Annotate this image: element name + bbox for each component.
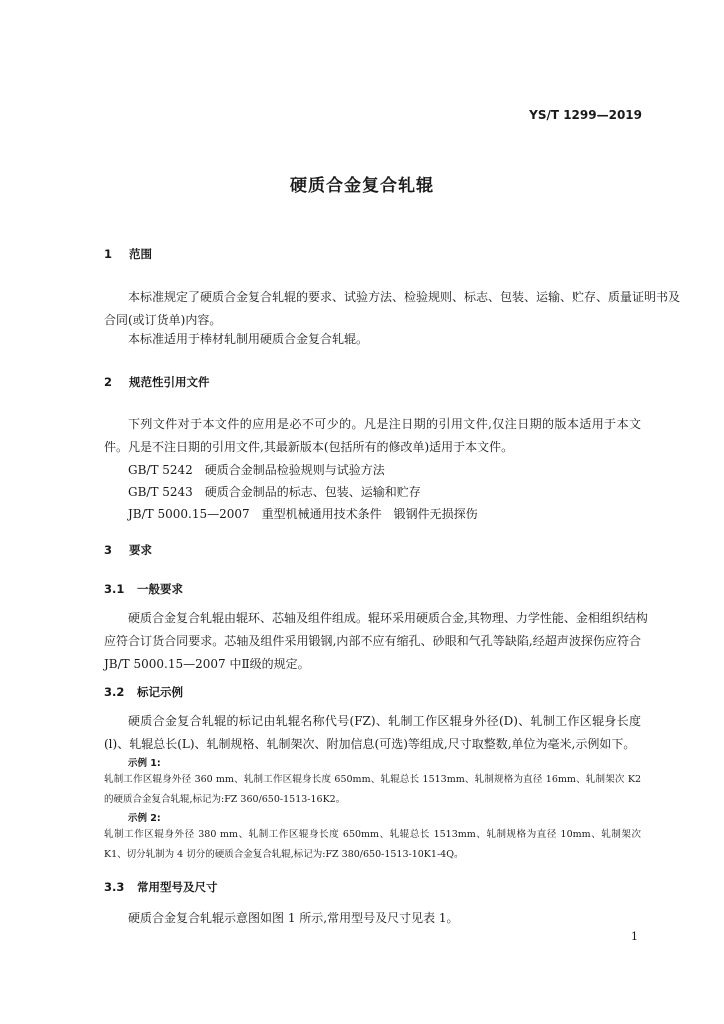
- text-line: K1、切分轧制为 4 切分的硬质合金复合轧辊,标记为:FZ 380/650-1513-10K1-4Q。: [104, 849, 464, 860]
- section-3-1-heading: [104, 581, 183, 597]
- text-line: 件。凡是不注日期的引用文件,其最新版本(包括所有的修改单)适用于本文件。: [104, 440, 514, 454]
- example-1-label: 示例 1:: [128, 758, 161, 769]
- section-3-3-paragraph: [104, 907, 641, 930]
- section-1-paragraph-1: [104, 286, 681, 332]
- text-line: 轧制工作区辊身外径 380 mm、轧制工作区辊身长度 650mm、轧辊总长 1513mm、轧制规格为直径 10mm、轧制架次: [104, 829, 641, 840]
- section-number: 3.2: [104, 685, 125, 699]
- text-line: 轧制工作区辊身外径 360 mm、轧制工作区辊身长度 650mm、轧辊总长 1513mm、轧制规格为直径 16mm、轧制架次 K2: [104, 774, 641, 785]
- document-title: 硬质合金复合轧辊: [290, 176, 434, 196]
- example-2-text: [104, 825, 641, 865]
- section-number: 1: [104, 247, 113, 261]
- text-line: 的硬质合金复合轧辊,标记为:FZ 360/650-1513-16K2。: [104, 794, 346, 805]
- normative-reference: GB/T 5243 硬质合金制品的标志、包装、运输和贮存: [128, 485, 421, 499]
- text-line: 应符合订货合同要求。芯轴及组件采用锻钢,内部不应有缩孔、砂眼和气孔等缺陷,经超声波探伤应符合: [104, 634, 641, 648]
- text-line: 合同(或订货单)内容。: [104, 313, 222, 327]
- text-line: 下列文件对于本文件的应用是必不可少的。凡是注日期的引用文件,仅注日期的版本适用于本文: [128, 417, 641, 431]
- text-line: 硬质合金复合轧辊的标记由轧辊名称代号(FZ)、轧制工作区辊身外径(D)、轧制工作区辊身长度: [128, 714, 641, 728]
- normative-reference: JB/T 5000.15—2007 重型机械通用技术条件 锻钢件无损探伤: [128, 507, 478, 521]
- section-2-heading: [104, 374, 210, 390]
- text-line: 硬质合金复合轧辊由辊环、芯轴及组件组成。辊环采用硬质合金,其物理、力学性能、金相组织结构: [128, 611, 648, 625]
- section-number: 3.3: [104, 880, 125, 894]
- section-2-paragraph-1: [104, 413, 641, 459]
- example-2-label: 示例 2:: [128, 813, 161, 824]
- page-number: 1: [631, 930, 638, 943]
- section-3-2-heading: [104, 684, 183, 700]
- example-1-text: [104, 770, 641, 810]
- section-title: 范围: [129, 247, 152, 261]
- section-number: 3.1: [104, 582, 125, 596]
- section-3-3-heading: [104, 879, 218, 895]
- section-number: 2: [104, 375, 113, 389]
- standard-code: YS/T 1299—2019: [529, 108, 642, 122]
- section-3-heading: [104, 542, 152, 558]
- section-number: 3: [104, 543, 113, 557]
- section-3-2-paragraph: [104, 710, 641, 756]
- section-1-paragraph-2: [104, 328, 641, 351]
- section-title: 规范性引用文件: [129, 375, 210, 389]
- section-1-heading: [104, 246, 152, 262]
- text-line: JB/T 5000.15—2007 中Ⅱ级的规定。: [104, 657, 310, 671]
- section-title: 要求: [129, 543, 152, 557]
- section-title: 一般要求: [137, 582, 183, 596]
- text-line: 本标准规定了硬质合金复合轧辊的要求、试验方法、检验规则、标志、包装、运输、贮存、质量证明书及: [128, 290, 681, 304]
- section-3-1-paragraph: [104, 607, 648, 676]
- normative-reference: GB/T 5242 硬质合金制品检验规则与试验方法: [128, 463, 385, 477]
- section-title: 常用型号及尺寸: [137, 880, 218, 894]
- text-line: 硬质合金复合轧辊示意图如图 1 所示,常用型号及尺寸见表 1。: [128, 911, 459, 925]
- text-line: 本标准适用于棒材轧制用硬质合金复合轧辊。: [128, 332, 369, 346]
- section-title: 标记示例: [137, 685, 183, 699]
- text-line: (l)、轧辊总长(L)、轧制规格、轧制架次、附加信息(可选)等组成,尺寸取整数,单位为毫米,示例如下。: [104, 737, 636, 751]
